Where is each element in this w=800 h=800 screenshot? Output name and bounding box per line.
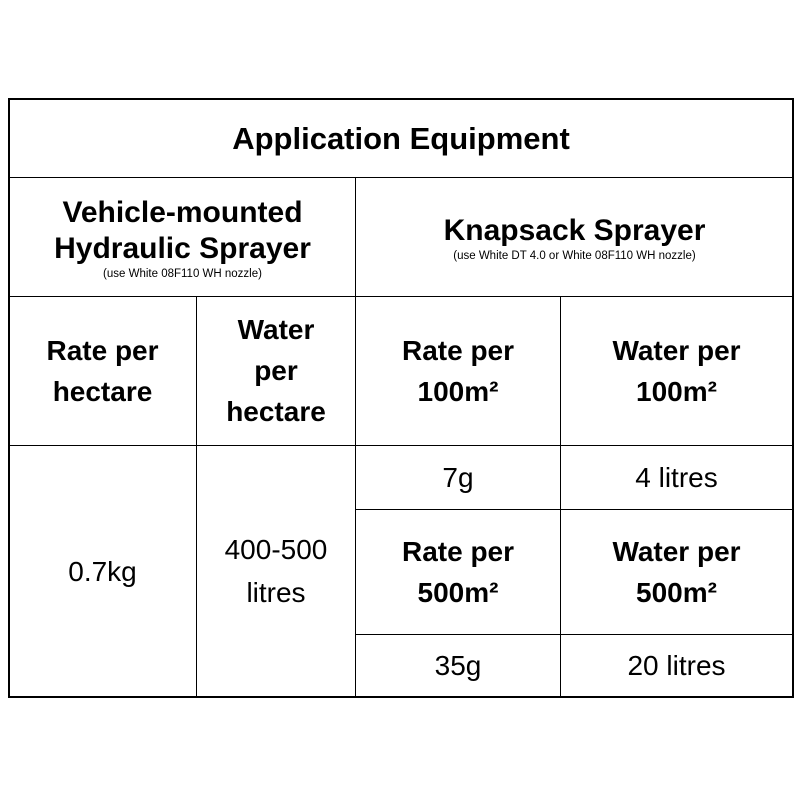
knapsack-sprayer-header — [356, 178, 793, 296]
vehicle-sprayer-header — [9, 178, 356, 296]
border-bottom — [8, 696, 794, 698]
divider-knapsack-columns — [560, 296, 561, 697]
header-water-per-100m2: Water per 100m² — [612, 334, 741, 407]
divider-below-title — [8, 177, 794, 178]
value-rate-per-500m2: 35g — [434, 650, 482, 681]
value-water-per-100m2: 4 litres — [635, 461, 718, 493]
value-rate-per-100m2: 7g — [442, 461, 474, 493]
vehicle-heading-line2: Hydraulic Sprayer — [54, 231, 311, 265]
header-water-per-500m2: Water per 500m² — [612, 535, 741, 608]
vehicle-nozzle-note: (use White 08F110 WH nozzle) — [103, 267, 262, 280]
table-title — [9, 99, 793, 178]
value-water-per-500m2: 20 litres — [627, 650, 726, 681]
divider-below-100m2-values — [356, 509, 794, 510]
border-top — [8, 98, 794, 100]
header-rate-per-100m2: Rate per 100m² — [401, 334, 515, 407]
knapsack-nozzle-note: (use White DT 4.0 or White 08F110 WH nozzle) — [453, 249, 696, 262]
vehicle-heading-line1: Vehicle-mounted — [62, 195, 303, 229]
border-left — [8, 98, 10, 698]
header-water-per-hectare: Water per hectare — [226, 314, 326, 427]
header-rate-per-500m2: Rate per 500m² — [401, 535, 515, 608]
divider-vehicle-knapsack — [355, 178, 356, 697]
divider-below-col-headers — [8, 445, 794, 446]
value-water-per-hectare: 400-500 litres — [224, 534, 328, 608]
divider-vehicle-columns — [196, 296, 197, 697]
title-text: Application Equipment — [232, 120, 570, 156]
header-rate-per-hectare: Rate per hectare — [46, 334, 159, 407]
border-right — [792, 98, 794, 698]
divider-below-sprayers — [8, 296, 794, 297]
value-rate-per-hectare: 0.7kg — [68, 555, 137, 587]
knapsack-heading: Knapsack Sprayer — [443, 213, 706, 247]
divider-below-500m2-headers — [356, 634, 794, 635]
